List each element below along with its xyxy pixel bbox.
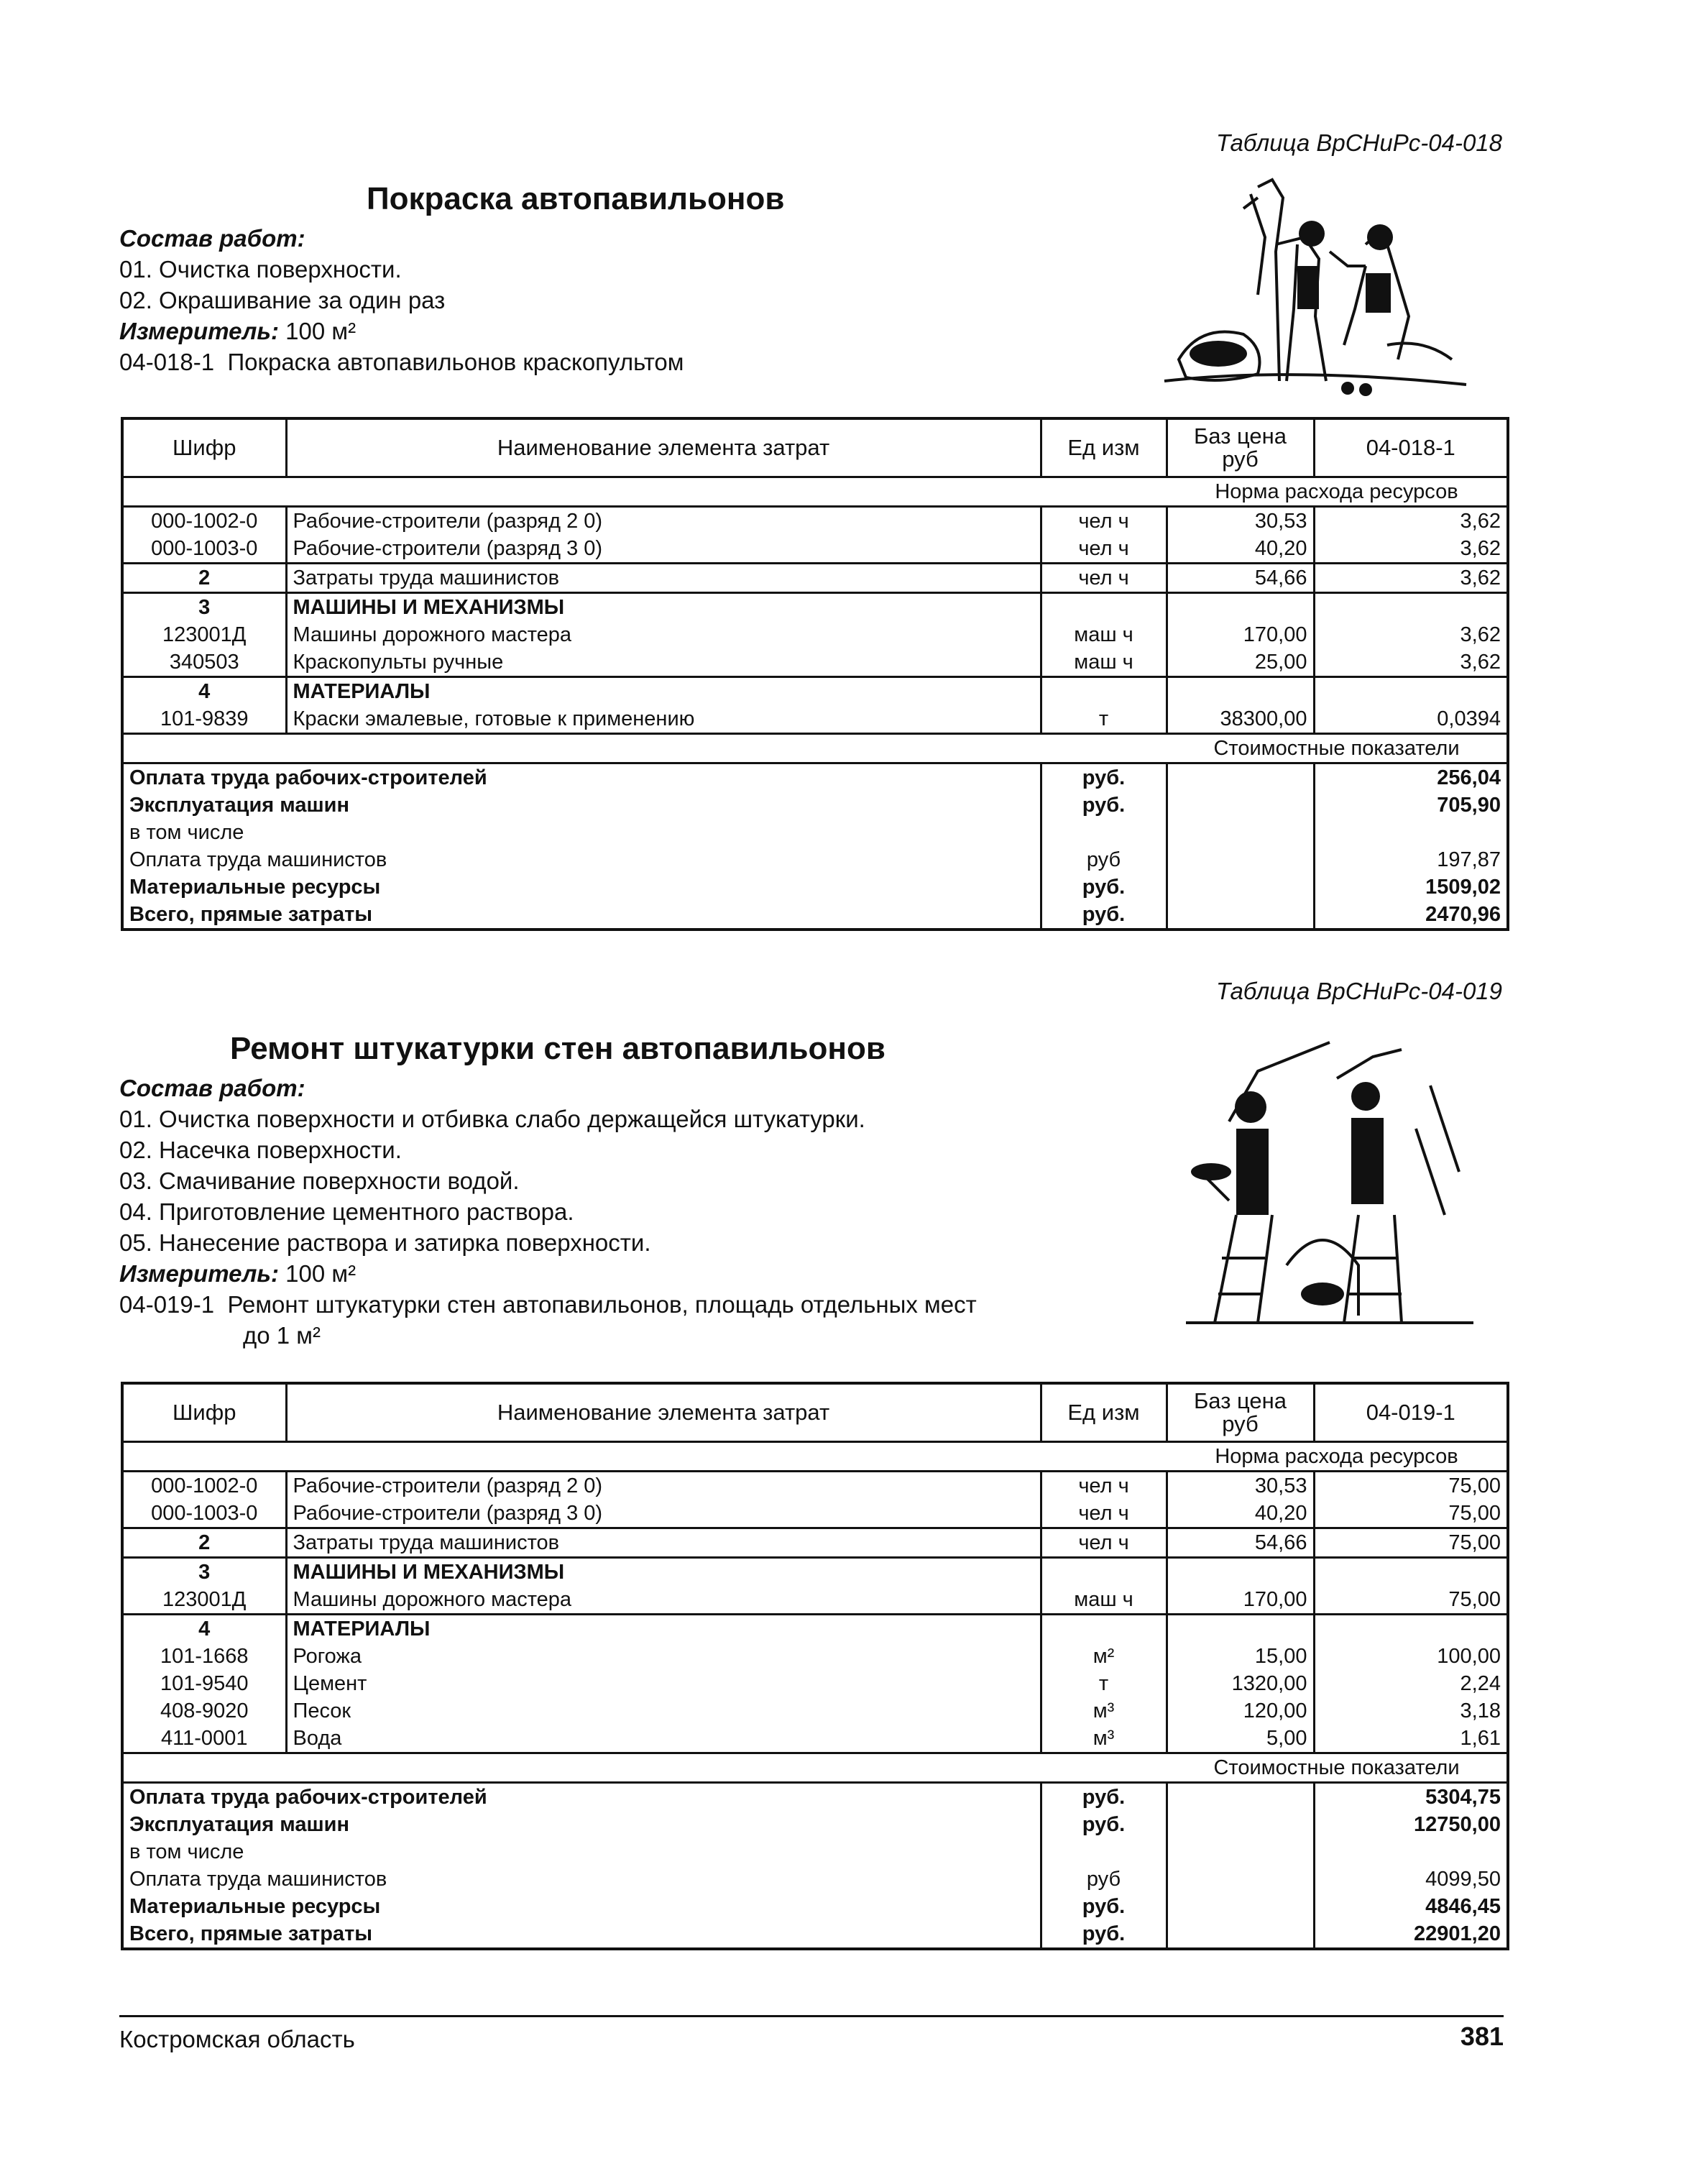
item-text: Покраска автопавильонов краскопультом [227, 349, 684, 375]
work-step: 01. Очистка поверхности и отбивка слабо держащейся штукатурки. [119, 1106, 865, 1132]
footer-region: Костромская область [119, 2026, 355, 2052]
work-step: 03. Смачивание поверхности водой. [119, 1167, 520, 1194]
row-name: МАШИНЫ И МЕХАНИЗМЫ [286, 1558, 1041, 1587]
item-code: 04-019-1 [119, 1291, 215, 1318]
row-code: 411-0001 [122, 1725, 286, 1753]
row-name: Рогожа [286, 1643, 1041, 1670]
resource-norm-table [121, 417, 1509, 931]
col-norm: 04-019-1 [1314, 1383, 1508, 1442]
cost-band: Стоимостные показатели [1167, 734, 1508, 763]
table-reference: Таблица ВрСНиРс-04-018 [1216, 129, 1502, 156]
work-description [119, 1073, 977, 1351]
row-norm [1314, 1558, 1508, 1587]
col-name: Наименование элемента затрат [286, 1383, 1041, 1442]
item-text: Ремонт штукатурки стен автопавильонов, площадь отдельных мест [227, 1291, 977, 1318]
cost-row [122, 1783, 1508, 1812]
table-row [122, 1697, 1508, 1725]
cost-row [122, 846, 1508, 873]
row-unit [1041, 677, 1167, 706]
cost-name: Эксплуатация машин [122, 792, 1041, 819]
row-name: Рабочие-строители (разряд 2 0) [286, 507, 1041, 536]
row-norm: 0,0394 [1437, 707, 1501, 730]
cost-unit: руб. [1041, 1893, 1167, 1920]
row-name: Рабочие-строители (разряд 3 0) [286, 535, 1041, 564]
row-norm: 100,00 [1437, 1645, 1501, 1668]
row-norm: 1,61 [1460, 1727, 1501, 1750]
row-name: МАТЕРИАЛЫ [286, 1615, 1041, 1643]
row-unit: чел ч [1041, 564, 1167, 593]
row-price: 40,20 [1167, 535, 1314, 564]
col-unit: Ед изм [1041, 418, 1167, 477]
row-unit: маш ч [1041, 1586, 1167, 1615]
row-unit: м³ [1041, 1725, 1167, 1753]
cost-unit: руб [1041, 846, 1167, 873]
section-04-018 [115, 129, 1502, 935]
cost-name: в том числе [122, 819, 1041, 846]
cost-row [122, 873, 1508, 901]
col-name: Наименование элемента затрат [286, 418, 1041, 477]
cost-value [1314, 819, 1508, 846]
resource-norm-table [121, 1382, 1509, 1950]
row-price: 5,00 [1167, 1725, 1314, 1753]
row-name: Вода [286, 1725, 1041, 1753]
item-code: 04-018-1 [119, 349, 215, 375]
norm-band-row [122, 1442, 1508, 1472]
cost-name: Эксплуатация машин [122, 1811, 1041, 1838]
table-row [122, 507, 1508, 536]
row-price: 30,53 [1167, 1472, 1314, 1500]
cost-value: 22901,20 [1414, 1922, 1501, 1945]
row-norm: 3,18 [1460, 1699, 1501, 1722]
table-row [122, 593, 1508, 622]
cost-unit: руб. [1041, 1783, 1167, 1812]
cost-unit: руб. [1041, 1920, 1167, 1949]
row-price [1167, 593, 1314, 622]
work-step: 02. Окрашивание за один раз [119, 287, 446, 313]
row-code: 123001Д [122, 1586, 286, 1615]
work-step: 01. Очистка поверхности. [119, 256, 402, 283]
row-code: 2 [122, 1528, 286, 1558]
table-row [122, 535, 1508, 564]
cost-unit: руб. [1041, 792, 1167, 819]
work-step: 04. Приготовление цементного раствора. [119, 1198, 574, 1225]
cost-value [1314, 1838, 1508, 1866]
row-code: 408-9020 [122, 1697, 286, 1725]
cost-row [122, 1838, 1508, 1866]
cost-band-row [122, 1753, 1508, 1783]
cost-value: 4099,50 [1425, 1868, 1501, 1891]
row-code: 101-9540 [122, 1670, 286, 1697]
cost-band-row [122, 734, 1508, 763]
row-code: 2 [122, 564, 286, 593]
row-code: 123001Д [122, 621, 286, 648]
row-price [1167, 1558, 1314, 1587]
row-name: МАТЕРИАЛЫ [286, 677, 1041, 706]
table-row [122, 1472, 1508, 1500]
cost-unit: руб. [1041, 873, 1167, 901]
row-name: Рабочие-строители (разряд 3 0) [286, 1500, 1041, 1528]
cost-name: Оплата труда рабочих-строителей [122, 1783, 1041, 1812]
cost-value: 705,90 [1437, 794, 1501, 817]
plasterers-illustration [1186, 1028, 1473, 1330]
cost-row [122, 792, 1508, 819]
row-price: 170,00 [1167, 1586, 1314, 1615]
norm-band-row [122, 477, 1508, 507]
row-name: Краскопульты ручные [286, 648, 1041, 677]
table-row [122, 1670, 1508, 1697]
col-code: Шифр [122, 1383, 286, 1442]
table-row [122, 1528, 1508, 1558]
col-norm: 04-018-1 [1314, 418, 1508, 477]
row-price [1167, 677, 1314, 706]
row-price: 15,00 [1167, 1643, 1314, 1670]
cost-row [122, 819, 1508, 846]
row-price [1167, 1615, 1314, 1643]
row-unit [1041, 1558, 1167, 1587]
cost-unit: руб. [1041, 763, 1167, 792]
row-price: 54,66 [1167, 564, 1314, 593]
row-code: 4 [122, 677, 286, 706]
measure-label: Измеритель: [119, 1260, 279, 1287]
row-name: Цемент [286, 1670, 1041, 1697]
row-name: Машины дорожного мастера [286, 621, 1041, 648]
row-price: 54,66 [1167, 1528, 1314, 1558]
row-name: Краски эмалевые, готовые к применению [286, 705, 1041, 734]
row-price: 40,20 [1167, 1500, 1314, 1528]
row-unit: чел ч [1041, 1472, 1167, 1500]
row-code: 3 [122, 593, 286, 622]
row-name: Рабочие-строители (разряд 2 0) [286, 1472, 1041, 1500]
norm-band: Норма расхода ресурсов [1167, 1442, 1508, 1472]
cost-name: Оплата труда рабочих-строителей [122, 763, 1041, 792]
row-norm [1314, 677, 1508, 706]
cost-row [122, 763, 1508, 792]
row-norm: 2,24 [1460, 1672, 1501, 1695]
row-norm: 75,00 [1448, 1474, 1501, 1497]
row-price: 1320,00 [1167, 1670, 1314, 1697]
row-name: Песок [286, 1697, 1041, 1725]
cost-value: 256,04 [1437, 766, 1501, 789]
norm-band: Норма расхода ресурсов [1167, 477, 1508, 507]
table-row [122, 1615, 1508, 1643]
row-name: Машины дорожного мастера [286, 1586, 1041, 1615]
row-norm: 75,00 [1448, 1502, 1501, 1525]
table-row [122, 1643, 1508, 1670]
table-row [122, 621, 1508, 648]
section-title: Покраска автопавильонов [367, 181, 785, 216]
row-price: 38300,00 [1167, 705, 1314, 734]
col-price: Баз цена руб [1167, 1383, 1314, 1442]
table-row [122, 1725, 1508, 1753]
row-code: 101-9839 [122, 705, 286, 734]
composition-label: Состав работ: [119, 1075, 305, 1101]
row-norm: 3,62 [1460, 623, 1501, 646]
cost-row [122, 901, 1508, 930]
cost-unit: руб [1041, 1866, 1167, 1893]
cost-value: 5304,75 [1425, 1786, 1501, 1809]
measure-label: Измеритель: [119, 318, 279, 344]
col-unit: Ед изм [1041, 1383, 1167, 1442]
row-name: Затраты труда машинистов [286, 1528, 1041, 1558]
row-code: 3 [122, 1558, 286, 1587]
row-code: 000-1003-0 [122, 535, 286, 564]
row-unit: чел ч [1041, 507, 1167, 536]
row-norm: 3,62 [1314, 564, 1508, 593]
row-code: 340503 [122, 648, 286, 677]
table-row [122, 705, 1508, 734]
cost-row [122, 1920, 1508, 1949]
row-norm: 3,62 [1460, 651, 1501, 674]
col-code: Шифр [122, 418, 286, 477]
row-norm: 3,62 [1460, 510, 1501, 533]
cost-band: Стоимостные показатели [1167, 1753, 1508, 1783]
cost-row [122, 1811, 1508, 1838]
cost-name: Оплата труда машинистов [122, 1866, 1041, 1893]
table-header [122, 1383, 1508, 1442]
cost-value: 4846,45 [1425, 1895, 1501, 1918]
row-unit: т [1041, 705, 1167, 734]
table-row [122, 677, 1508, 706]
cost-value: 1509,02 [1425, 876, 1501, 899]
cost-name: Материальные ресурсы [122, 1893, 1041, 1920]
table-header [122, 418, 1508, 477]
cost-unit: руб. [1041, 901, 1167, 930]
row-unit: чел ч [1041, 535, 1167, 564]
row-norm [1314, 1615, 1508, 1643]
table-row [122, 564, 1508, 593]
row-code: 4 [122, 1615, 286, 1643]
row-norm [1314, 593, 1508, 622]
row-code: 000-1002-0 [122, 1472, 286, 1500]
cost-name: Оплата труда машинистов [122, 846, 1041, 873]
table-reference: Таблица ВрСНиРс-04-019 [1216, 978, 1502, 1004]
cost-unit [1041, 819, 1167, 846]
table-row [122, 648, 1508, 677]
work-description [119, 223, 684, 377]
row-unit [1041, 593, 1167, 622]
row-price: 120,00 [1167, 1697, 1314, 1725]
cost-unit [1041, 1838, 1167, 1866]
section-title: Ремонт штукатурки стен автопавильонов [230, 1031, 886, 1066]
row-code: 101-1668 [122, 1643, 286, 1670]
cost-value: 197,87 [1437, 848, 1501, 871]
painters-illustration [1150, 165, 1481, 410]
table-row [122, 1558, 1508, 1587]
row-unit: м² [1041, 1643, 1167, 1670]
composition-label: Состав работ: [119, 225, 305, 252]
row-unit: м³ [1041, 1697, 1167, 1725]
col-price: Баз цена руб [1167, 418, 1314, 477]
row-code: 000-1002-0 [122, 507, 286, 536]
cost-value: 12750,00 [1414, 1813, 1501, 1836]
cost-name: Материальные ресурсы [122, 873, 1041, 901]
row-unit: чел ч [1041, 1500, 1167, 1528]
row-unit: маш ч [1041, 648, 1167, 677]
item-text-continued: до 1 м² [243, 1322, 321, 1349]
row-unit [1041, 1615, 1167, 1643]
row-price: 170,00 [1167, 621, 1314, 648]
footer-divider [119, 2015, 1504, 2017]
row-unit: чел ч [1041, 1528, 1167, 1558]
row-norm: 75,00 [1314, 1528, 1508, 1558]
cost-name: Всего, прямые затраты [122, 901, 1041, 930]
row-norm: 75,00 [1448, 1588, 1501, 1611]
row-name: Затраты труда машинистов [286, 564, 1041, 593]
work-step: 05. Нанесение раствора и затирка поверхности. [119, 1229, 651, 1256]
cost-unit: руб. [1041, 1811, 1167, 1838]
cost-row [122, 1866, 1508, 1893]
measure-value: 100 м² [285, 1260, 356, 1287]
row-price: 30,53 [1167, 507, 1314, 536]
row-name: МАШИНЫ И МЕХАНИЗМЫ [286, 593, 1041, 622]
row-code: 000-1003-0 [122, 1500, 286, 1528]
work-step: 02. Насечка поверхности. [119, 1137, 402, 1163]
table-row [122, 1500, 1508, 1528]
row-unit: маш ч [1041, 621, 1167, 648]
cost-name: в том числе [122, 1838, 1041, 1866]
measure-value: 100 м² [285, 318, 356, 344]
cost-value: 2470,96 [1425, 903, 1501, 926]
row-price: 25,00 [1167, 648, 1314, 677]
row-norm: 3,62 [1460, 537, 1501, 560]
cost-row [122, 1893, 1508, 1920]
row-unit: т [1041, 1670, 1167, 1697]
table-row [122, 1586, 1508, 1615]
section-04-019 [115, 978, 1502, 1984]
page-number: 381 [1460, 2022, 1504, 2051]
cost-name: Всего, прямые затраты [122, 1920, 1041, 1949]
